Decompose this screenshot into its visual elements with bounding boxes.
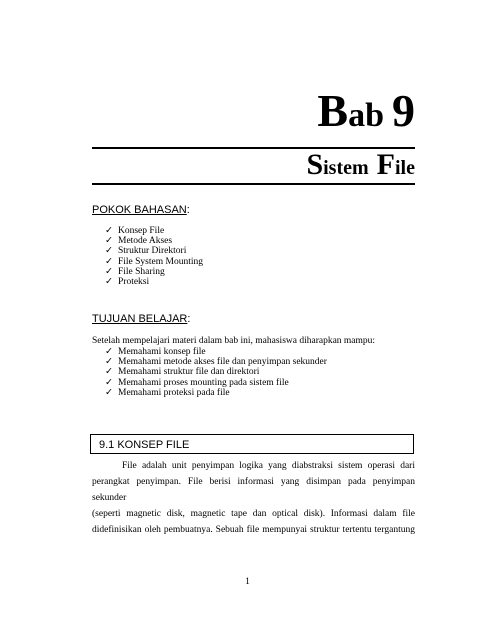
bottom-rule bbox=[92, 183, 415, 185]
list-item bbox=[105, 267, 203, 277]
list-item bbox=[105, 347, 327, 357]
check-icon: ✓ bbox=[105, 256, 113, 267]
list-item-text: Memahami proteksi pada file bbox=[118, 387, 230, 398]
list-item-text: Memahami proses mounting pada sistem file bbox=[118, 377, 289, 388]
list-item-text: File System Mounting bbox=[118, 256, 203, 267]
paragraph-line: perangkat penyimpan. File berisi informasi yang disimpan pada penyimpan sekunder bbox=[92, 477, 415, 503]
list-item-text: Memahami metode akses file dan penyimpan sekunder bbox=[118, 357, 327, 368]
list-item bbox=[105, 226, 203, 236]
section-title: 9.1 KONSEP FILE bbox=[99, 439, 190, 451]
tujuan-intro: Setelah mempelajari materi dalam bab ini, mahasiswa diharapkan mampu: bbox=[92, 336, 376, 346]
list-item bbox=[105, 378, 327, 388]
tujuan-belajar-heading bbox=[92, 313, 190, 325]
body-paragraph bbox=[92, 458, 415, 538]
list-item-text: File Sharing bbox=[118, 266, 165, 277]
list-item bbox=[105, 277, 203, 287]
list-item-text: Proteksi bbox=[118, 277, 150, 288]
list-item bbox=[105, 357, 327, 367]
check-icon: ✓ bbox=[105, 226, 113, 236]
list-item bbox=[105, 246, 203, 256]
list-item bbox=[105, 236, 203, 246]
list-item-text: Memahami struktur file dan direktori bbox=[118, 367, 260, 378]
check-icon: ✓ bbox=[105, 246, 113, 257]
check-icon: ✓ bbox=[105, 277, 113, 288]
paragraph-line: (seperti magnetic disk, magnetic tape dan optical disk). Informasi dalam file bbox=[92, 509, 415, 519]
list-item bbox=[105, 257, 203, 267]
chapter-title bbox=[317, 85, 415, 136]
subtitle-word2-rest: ile bbox=[395, 157, 415, 179]
check-icon: ✓ bbox=[105, 266, 113, 277]
chapter-initial: B bbox=[317, 85, 349, 136]
list-item-text: Metode Akses bbox=[118, 236, 173, 247]
list-item-text: Memahami konsep file bbox=[118, 347, 206, 357]
paragraph-line: didefinisikan oleh pembuatnya. Sebuah file mempunyai struktur tertentu tergantung bbox=[92, 525, 415, 535]
list-item-text: Konsep File bbox=[118, 226, 165, 236]
pokok-heading-colon: : bbox=[186, 204, 190, 216]
check-icon: ✓ bbox=[105, 347, 113, 357]
list-item bbox=[105, 367, 327, 377]
check-icon: ✓ bbox=[105, 236, 113, 247]
list-item-text: Struktur Direktori bbox=[118, 246, 187, 257]
tujuan-heading-text: TUJUAN BELAJAR bbox=[92, 313, 188, 325]
top-rule bbox=[92, 147, 415, 149]
pokok-bahasan-heading bbox=[92, 204, 190, 216]
check-icon: ✓ bbox=[105, 367, 113, 378]
check-icon: ✓ bbox=[105, 387, 113, 398]
chapter-number: 9 bbox=[392, 85, 415, 136]
list-item bbox=[105, 388, 327, 398]
subtitle-word2-initial: F bbox=[376, 148, 395, 181]
check-icon: ✓ bbox=[105, 357, 113, 368]
check-icon: ✓ bbox=[105, 377, 113, 388]
paragraph-line: File adalah unit penyimpan logika yang diabstraksi sistem operasi dari bbox=[122, 461, 415, 471]
page-number: 1 bbox=[245, 577, 250, 587]
pokok-bahasan-list bbox=[105, 226, 203, 287]
subtitle-word1-initial: S bbox=[306, 148, 324, 181]
chapter-subtitle bbox=[306, 150, 415, 180]
tujuan-heading-colon: : bbox=[187, 313, 191, 325]
section-heading-box bbox=[90, 434, 414, 454]
tujuan-belajar-list bbox=[105, 347, 327, 398]
subtitle-word1-rest: istem bbox=[323, 157, 369, 179]
chapter-word-rest: ab bbox=[348, 97, 384, 134]
pokok-heading-text: POKOK BAHASAN bbox=[92, 204, 187, 216]
